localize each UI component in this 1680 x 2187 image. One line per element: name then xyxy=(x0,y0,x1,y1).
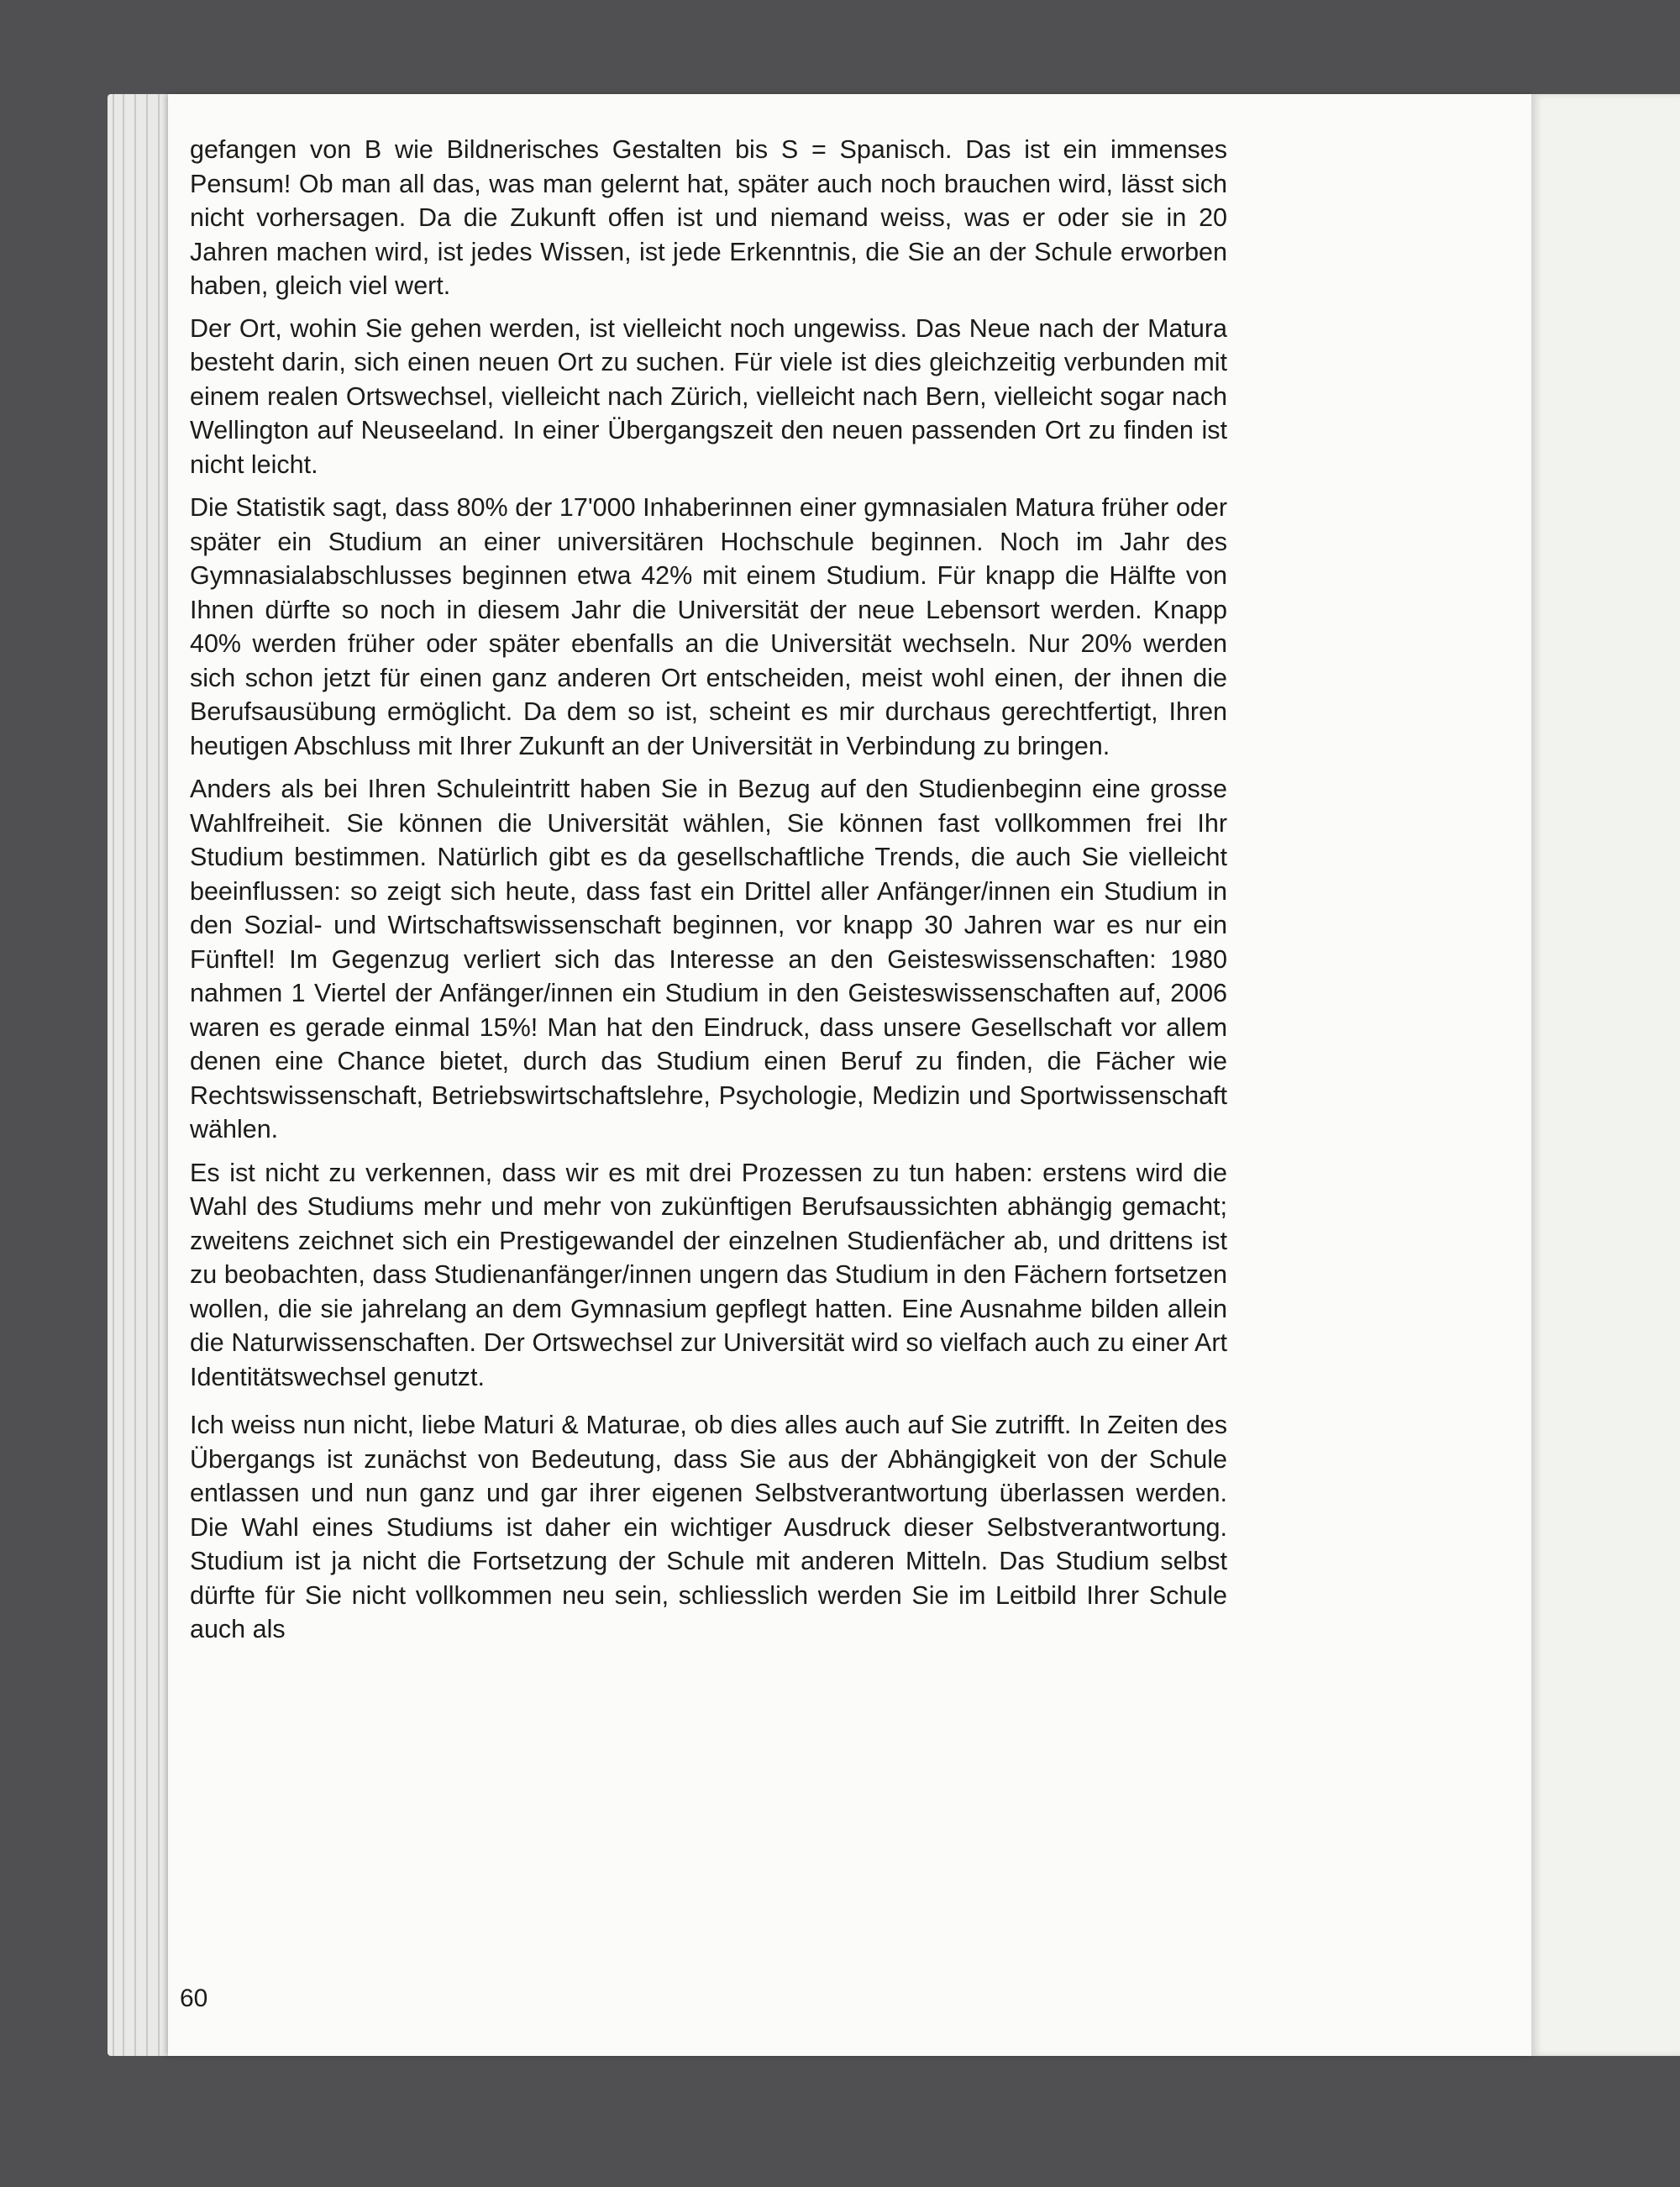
paragraph: gefangen von B wie Bildnerisches Gestalten bis S = Spanisch. Das ist ein immenses Pensum! Ob man all das, was man gelernt hat, später auch noch brauchen wird, lässt sich nicht vorhersagen. Da die Zukunft offen ist und niemand weiss, was er oder sie in 20 Jahren machen wird, ist jedes Wissen, ist jede Erkenntnis, die Sie an der Schule erworben haben, gleich viel wert. xyxy=(190,135,1227,300)
page-edge-line xyxy=(134,94,136,2056)
page-edge-line xyxy=(158,94,160,2056)
paragraph: Ich weiss nun nicht, liebe Maturi & Maturae, ob dies alles auch auf Sie zutrifft. In Zeiten des Übergangs ist zunächst von Bedeutung, dass Sie aus der Abhängigkeit von der Schule entlassen und nun ganz und gar ihrer eigenen Selbstverantwortung überlassen werden. Die Wahl eines Studiums ist daher ein wichtiger Ausdruck dieser Selbstverantwortung. Studium ist ja nicht die Fortsetzung der Schule mit anderen Mitteln. Das Studium selbst dürfte für Sie nicht vollkommen neu sein, schliesslich werden Sie im Leitbild Ihrer Schule auch als xyxy=(190,1411,1227,1643)
paragraph: Anders als bei Ihren Schuleintritt haben Sie in Bezug auf den Studienbeginn eine grosse Wahlfreiheit. Sie können die Universität wählen, Sie können fast vollkommen frei Ihr Studium bestimmen. Natürlich gibt es da gesellschaftliche Trends, die auch Sie vielleicht beeinflussen: so zeigt sich heute, dass fast ein Drittel aller Anfänger/innen ein Studium in den Sozial- und Wirtschaftswissenschaft beginnen, vor knapp 30 Jahren war es nur ein Fünftel! Im Gegenzug verliert sich das Interesse an den Geisteswissenschaften: 1980 nahmen 1 Viertel der Anfänger/innen ein Studium in den Geisteswissenschaften auf, 2006 waren es gerade einmal 15%! Man hat den Eindruck, dass unsere Gesellschaft vor allem denen eine Chance bietet, durch das Studium einen Beruf zu finden, die Fächer wie Rechtswissenschaft, Betriebswirtschaftslehre, Psychologie, Medizin und Sportwissenschaft wählen. xyxy=(190,775,1227,1143)
paragraph: Es ist nicht zu verkennen, dass wir es mit drei Prozessen zu tun haben: erstens wird die Wahl des Studiums mehr und mehr von zukünftigen Berufsaussichten abhängig gemacht; zweitens zeichnet sich ein Prestigewandel der einzelnen Studienfächer ab, und drittens ist zu beobachten, dass Studienanfänger/innen ungern das Studium in den Fächern fortsetzen wollen, die sie jahrelang an dem Gymnasium gepflegt hatten. Eine Ausnahme bilden allein die Naturwissenschaften. Der Ortswechsel zur Universität wird so vielfach auch zu einer Art Identitätswechsel genutzt. xyxy=(190,1158,1227,1391)
paragraph: Die Statistik sagt, dass 80% der 17'000 Inhaberinnen einer gymnasialen Matura früher oder später ein Studium an einer universitären Hochschule beginnen. Noch im Jahr des Gymnasialabschlusses beginnen etwa 42% mit einem Studium. Für knapp die Hälfte von Ihnen dürfte so noch in diesem Jahr die Universität der neue Lebensort werden. Knapp 40% werden früher oder später ebenfalls an die Universität wechseln. Nur 20% werden sich schon jetzt für einen ganz anderen Ort entscheiden, meist wohl einen, der ihnen die Berufsausübung ermöglicht. Da dem so ist, scheint es mir durchaus gerechtfertigt, Ihren heutigen Abschluss mit Ihrer Zukunft an der Universität in Verbindung zu bringen. xyxy=(190,493,1227,760)
page-edge-line xyxy=(113,94,114,2056)
body-text xyxy=(190,133,1227,1656)
page-number: 60 xyxy=(180,1985,208,2012)
page-edge-line xyxy=(123,94,124,2056)
paragraph: Der Ort, wohin Sie gehen werden, ist vielleicht noch ungewiss. Das Neue nach der Matura besteht darin, sich einen neuen Ort zu suchen. Für viele ist dies gleichzeitig verbunden mit einem realen Ortswechsel, vielleicht nach Zürich, vielleicht nach Bern, vielleicht sogar nach Wellington auf Neuseeland. In einer Übergangszeit den neuen passenden Ort zu finden ist nicht leicht. xyxy=(190,313,1227,479)
page-edge-line xyxy=(146,94,148,2056)
facing-page-edge xyxy=(1531,94,1680,2056)
